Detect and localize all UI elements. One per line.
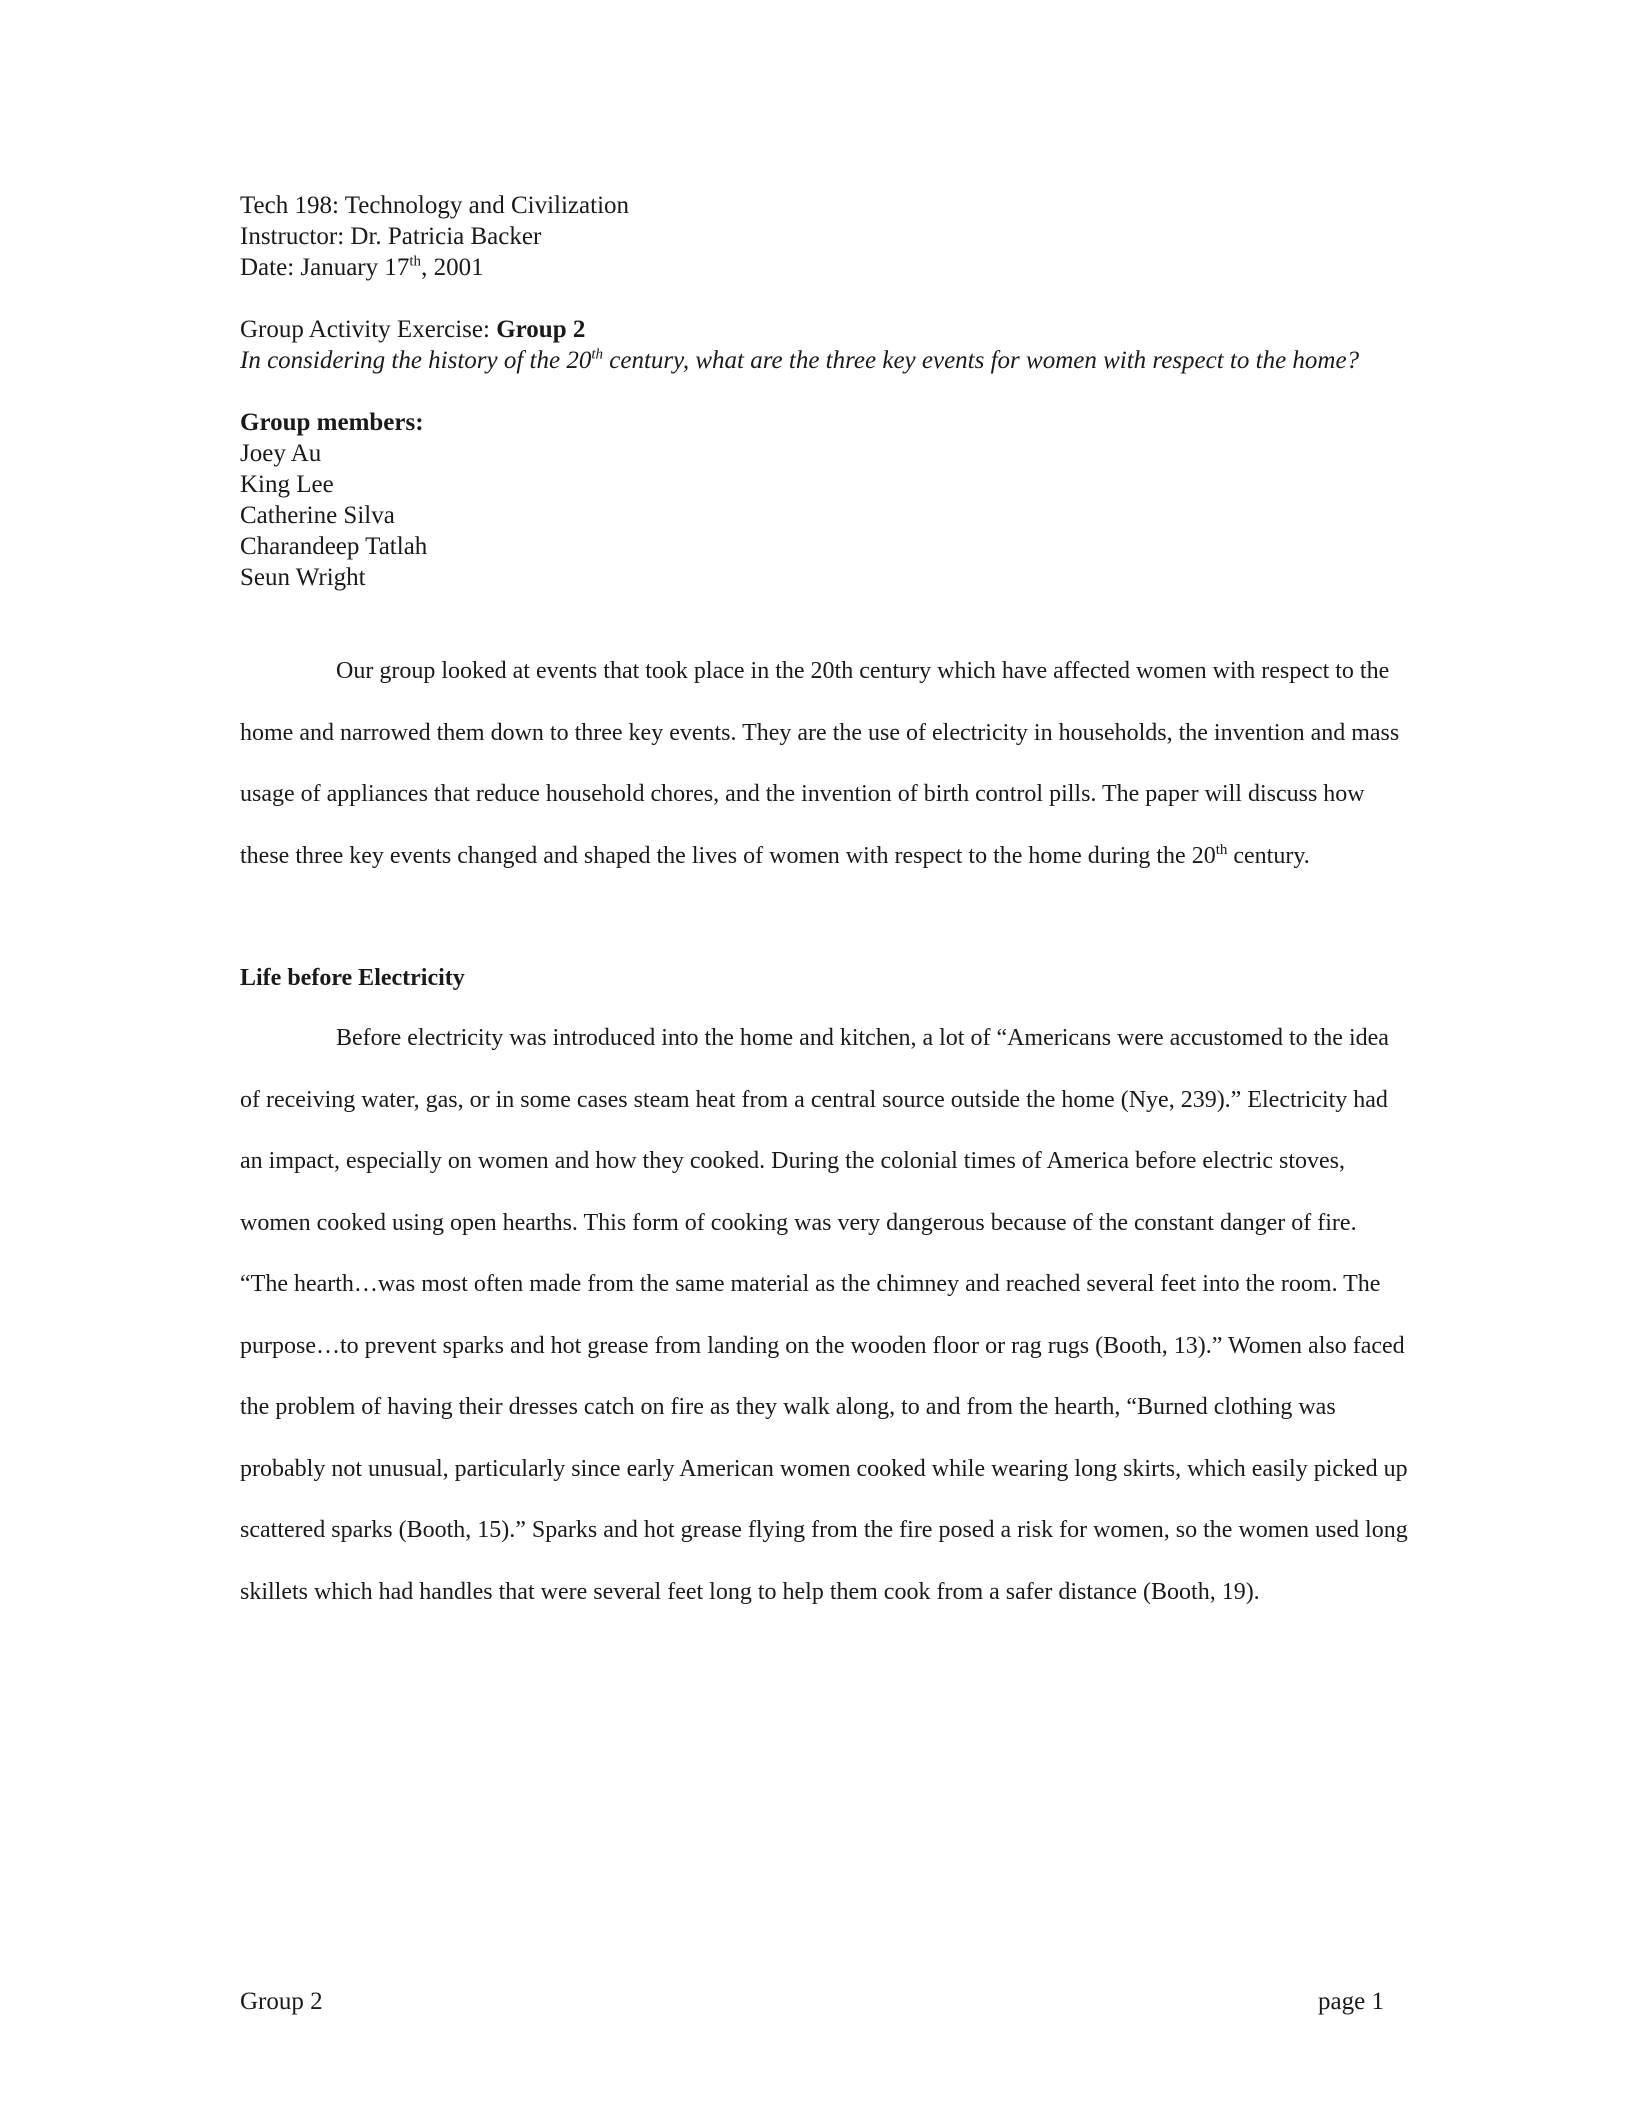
date-suffix: , 2001 xyxy=(421,254,484,281)
section-paragraph: Before electricity was introduced into the home and kitchen, a lot of “Americans were accustomed to the idea of receiving water, gas, or in some cases steam heat from a central source outside the home (Nye, 239).” Electricity had an impact, especially on women and how they cooked. During the colonial times of America before electric stoves, women cooked using open hearths. This form of cooking was very dangerous because of the constant danger of fire. “The hearth…was most often made from the same material as the chimney and reached several feet into the room. The purpose…to prevent sparks and hot grease from landing on the wooden floor or rag rugs (Booth, 13).” Women also faced the problem of having their dresses catch on fire as they walk along, to and from the hearth, “Burned clothing was probably not unusual, particularly since early American women cooked while wearing long skirts, which easily picked up scattered sparks (Booth, 15).” Sparks and hot grease flying from the fire posed a risk for women, so the women used long skillets which had handles that were several feet long to help them cook from a safer distance (Booth, 19). xyxy=(240,1025,1408,1605)
intro-text-b: century. xyxy=(1227,842,1310,869)
footer-group: Group 2 xyxy=(240,1988,323,2015)
member-name: Catherine Silva xyxy=(240,502,395,529)
question-part-b: century, what are the three key events for women with respect to the home? xyxy=(603,347,1360,374)
member-name: Charandeep Tatlah xyxy=(240,533,428,560)
question-part-a: In considering the history of the 20 xyxy=(240,347,592,374)
date-superscript: th xyxy=(409,253,422,270)
member-name: Joey Au xyxy=(240,440,322,467)
date-line xyxy=(240,252,1410,283)
section-heading: Life before Electricity xyxy=(240,965,465,991)
members-list xyxy=(240,438,1410,593)
activity-question xyxy=(240,345,1390,376)
question-superscript: th xyxy=(591,346,604,363)
document-page xyxy=(240,190,1410,1623)
date-prefix: Date: January 17 xyxy=(240,254,410,281)
footer-page-number: page 1 xyxy=(1318,1988,1384,2015)
intro-text-a: Our group looked at events that took place in the 20th century which have affected women with respect to the home and narrowed them down to three key events. They are the use of electricity in households, the invention and mass usage of appliances that reduce household chores, and the invention of birth control pills. The paper will discuss how these three key events changed and shaped the lives of women with respect to the home during the 20 xyxy=(240,658,1400,869)
activity-label: Group Activity Exercise: xyxy=(240,316,497,343)
activity-line xyxy=(240,314,1410,345)
members-heading: Group members: xyxy=(240,409,424,436)
member-name: Seun Wright xyxy=(240,564,366,591)
instructor-line: Instructor: Dr. Patricia Backer xyxy=(240,223,542,250)
member-name: King Lee xyxy=(240,471,334,498)
intro-paragraph xyxy=(240,641,1410,887)
group-name: Group 2 xyxy=(496,316,586,343)
course-title: Tech 198: Technology and Civilization xyxy=(240,192,630,219)
intro-superscript: th xyxy=(1215,841,1228,858)
